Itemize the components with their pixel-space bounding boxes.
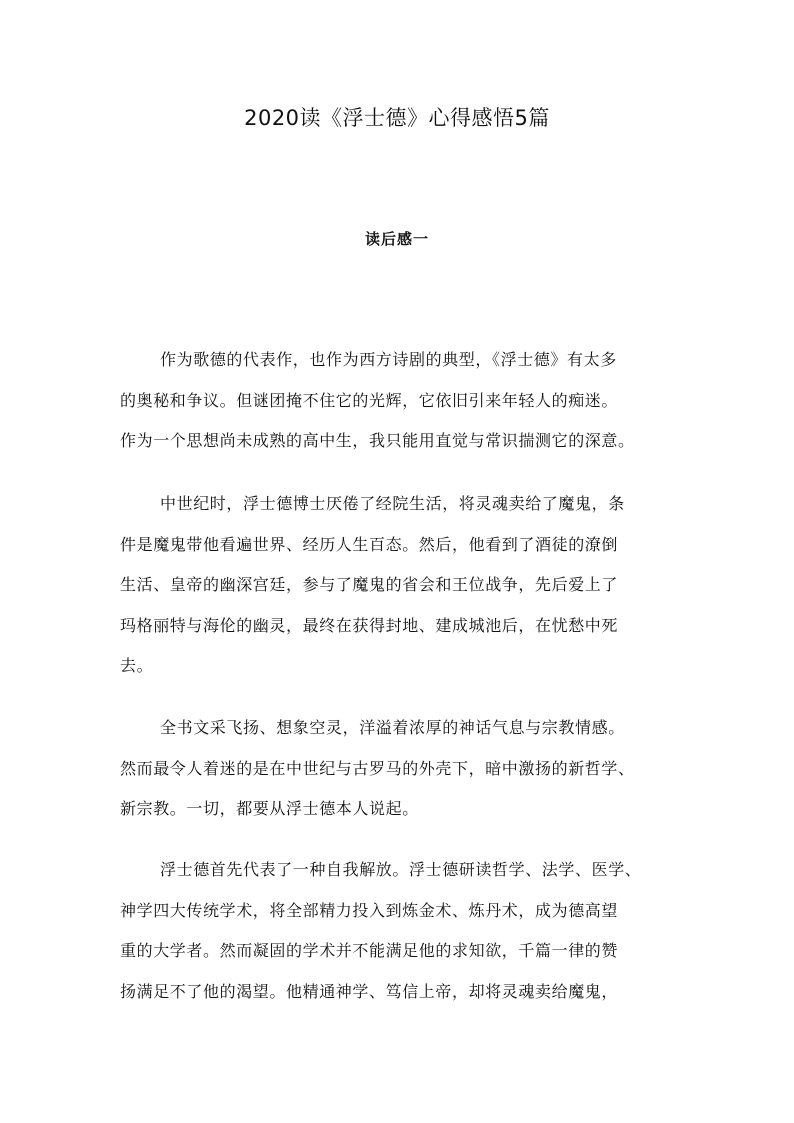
paragraph-line: 然而最令人着迷的是在中世纪与古罗马的外壳下，暗中激扬的新哲学、 — [120, 758, 635, 778]
paragraph-line: 重的大学者。然而凝固的学术并不能满足他的求知欲，千篇一律的赞 — [120, 941, 619, 960]
paragraph-line: 全书文采飞扬、想象空灵，洋溢着浓厚的神话气息与宗教情感。 — [160, 718, 625, 737]
paragraph-line: 作为一个思想尚未成熟的高中生，我只能用直觉与常识揣测它的深意。 — [120, 431, 635, 450]
paragraph-line: 的奥秘和争议。但谜团掩不住它的光辉，它依旧引来年轻人的痴迷。 — [120, 390, 619, 410]
paragraph-line: 新宗教。一切，都要从浮士德本人说起。 — [120, 799, 419, 818]
paragraph-4 — [120, 850, 686, 1012]
paragraph-line: 去。 — [120, 656, 154, 675]
paragraph-line: 玛格丽特与海伦的幽灵，最终在获得封地、建成城池后，在忧愁中死 — [120, 615, 619, 635]
paragraph-2 — [120, 484, 686, 687]
paragraph-3 — [120, 708, 686, 830]
paragraph-line: 件是魔鬼带他看遍世界、经历人生百态。然后，他看到了酒徒的潦倒 — [120, 534, 619, 554]
document-title: 2020读《浮士德》心得感悟5篇 — [244, 106, 550, 130]
paragraph-line: 作为歌德的代表作，也作为西方诗剧的典型，《浮士德》有太多 — [160, 350, 617, 369]
paragraph-line: 中世纪时，浮士德博士厌倦了经院生活，将灵魂卖给了魔鬼，条 — [160, 494, 625, 513]
section-heading: 读后感一 — [364, 230, 429, 248]
paragraph-1 — [120, 340, 686, 462]
paragraph-line: 扬满足不了他的渴望。他精通神学、笃信上帝，却将灵魂卖给魔鬼， — [120, 981, 619, 1001]
paragraph-line: 浮士德首先代表了一种自我解放。浮士德研读哲学、法学、医学、 — [160, 860, 642, 879]
paragraph-line: 生活、皇帝的幽深宫廷，参与了魔鬼的省会和王位战争，先后爱上了 — [120, 575, 619, 594]
paragraph-line: 神学四大传统学术，将全部精力投入到炼金术、炼丹术，成为德高望 — [120, 900, 619, 920]
